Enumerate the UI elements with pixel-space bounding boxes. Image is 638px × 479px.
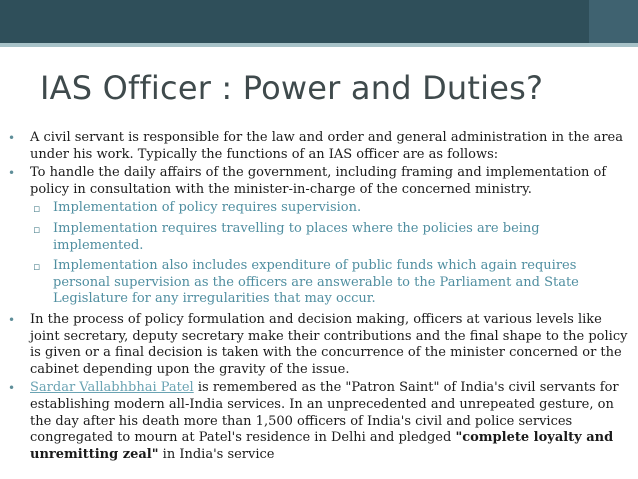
- header-accent-line: [0, 43, 638, 47]
- bullet-icon: •: [8, 166, 16, 181]
- bullet-2-text: To handle the daily affairs of the government, including framing and implementation of policy in consultation with the minister-in-charge of the concerned ministry.: [30, 165, 607, 197]
- bullet-4-text: is remembered as the "Patron Saint" of India's civil servants for establishing modern all-India services. In an unprecedented and unrepeated gesture, on the day after his death more than 1,500 officers of India's civil and police services congregated to mourn at Patel's residence in Delhi and pledged: [30, 380, 619, 446]
- bullet-icon: •: [8, 381, 16, 396]
- header-bar: [0, 0, 638, 43]
- slide-body: [0, 130, 638, 465]
- bullet-4-tail: in India's service: [158, 446, 275, 462]
- sub-bullet-2-text: Implementation requires travelling to places where the policies are being implemented.: [53, 220, 540, 253]
- sub-bullet-3: [0, 258, 638, 308]
- patel-link[interactable]: Sardar Vallabhbhai Patel: [30, 380, 194, 396]
- sub-bullet-icon: ▫: [33, 260, 41, 274]
- bullet-icon: •: [8, 312, 16, 327]
- sub-bullet-1-text: Implementation of policy requires supervision.: [53, 200, 362, 216]
- bullet-1: [0, 130, 638, 163]
- sub-bullet-icon: ▫: [33, 222, 41, 236]
- sub-bullet-3-text: Implementation also includes expenditure of public funds which again requires personal supervision as the officers are answerable to the Parliament and State Legislature for any irregularities that may occur.: [53, 258, 579, 307]
- bullet-4: [0, 380, 638, 463]
- bullet-3-text: In the process of policy formulation and decision making, officers at various levels like joint secretary, deputy secretary make their contributions and the final shape to the policy is given or a final decision is taken with the concurrence of the minister concerned or the cabinet depending upon the gravity of the issue.: [30, 311, 628, 377]
- sub-bullet-2: [0, 221, 638, 254]
- sub-bullet-1: [0, 200, 638, 217]
- header-bar-accent: [589, 0, 638, 43]
- bullet-icon: •: [8, 131, 16, 145]
- bullet-1-text: A civil servant is responsible for the law and order and general administration in the area under his work. Typically the functions of an IAS officer are as follows:: [30, 130, 623, 162]
- slide-title: IAS Officer : Power and Duties?: [40, 69, 544, 107]
- bullet-3: [0, 312, 638, 378]
- sub-bullet-icon: ▫: [33, 202, 41, 216]
- bullet-2: [0, 165, 638, 198]
- bullet-4-quote: "complete loyalty and unremitting zeal": [30, 430, 614, 462]
